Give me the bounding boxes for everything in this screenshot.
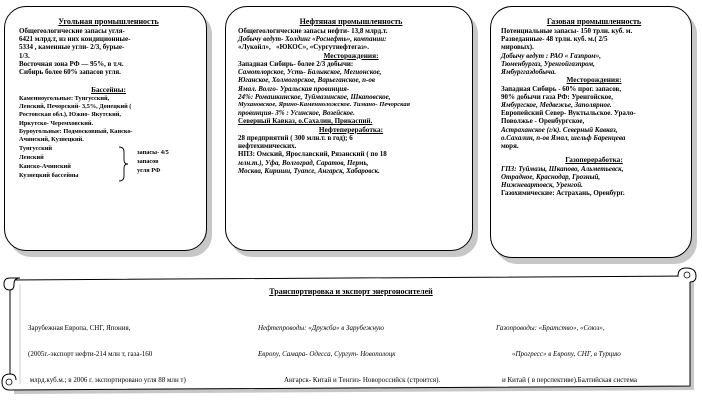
- oil-deposit-line: Западная Сибирь- более 2/3 добычи:: [238, 60, 354, 69]
- oil-deposits-title: Месторождения:: [323, 50, 379, 60]
- coal-group-note: угля РФ: [137, 167, 161, 175]
- coal-card: [4, 6, 207, 251]
- oil-refining-line: 28 предприятий ( 300 млн.т. в год); 6: [238, 134, 353, 143]
- oil-refining-line: млн.т.), Уфа, Волгоград, Саратов, Пермь,: [238, 158, 369, 167]
- gas-deposit-line: 90% добычи газа РФ: Уренгойское,: [501, 92, 614, 101]
- gas-refining-title: Газопереработка:: [565, 155, 623, 165]
- gas-deposits-title: Месторождения:: [566, 75, 622, 85]
- oil-deposit-line: Мухановское, Ярино-Каменноложское. Тимано- Печорская: [238, 101, 411, 109]
- coal-basins-title: Бассейны:: [91, 85, 126, 95]
- transport-line: «Прогресс» в Европу, СНГ, в Турцию: [512, 349, 621, 358]
- gas-line: Разведанные- 48 трлн. куб. м.( 2/5: [501, 35, 608, 44]
- coal-basin-line: Иркутско- Черемховский.: [19, 119, 94, 127]
- transport-line: Нефтепроводы: «Дружба» в Зарубежную: [258, 324, 384, 333]
- coal-group-note: запасов: [137, 158, 159, 166]
- coal-line: 5334 , каменные угли- 2/3, бурые-: [19, 43, 125, 52]
- gas-deposit-line: моря.: [501, 142, 519, 151]
- gas-deposit-line: о.Сахалин, п-ов Ямал, шельф Баренцева: [501, 133, 626, 142]
- oil-refining-title: Нефтепереработка:: [318, 124, 384, 134]
- gas-deposit-line: Европейский Север- Вуктыльское. Урало-: [501, 109, 636, 118]
- gas-title: Газовая промышленность: [546, 17, 642, 26]
- coal-basin-line: Буроугольные: Подмосковный, Канско-: [19, 127, 133, 135]
- coal-basin-group: [19, 145, 198, 185]
- gas-refining-line: Нижневартовск, Уренгой.: [501, 181, 583, 190]
- gas-line: Потенциальные запасы- 150 трлн. куб. м.: [501, 27, 633, 35]
- coal-line: 1/3.: [19, 51, 30, 60]
- gas-line: Тюменбургаз, Уренгойгазпром,: [501, 59, 595, 68]
- transport-line: Газопроводы: «Братство», «Союз»,: [496, 324, 605, 333]
- transport-col-1: [28, 307, 186, 393]
- coal-line: Общегеологические запасы угля-: [19, 27, 125, 35]
- coal-group-item: Ленский: [19, 154, 44, 162]
- oil-deposit-line: 24%: Ромашкинское, Туймазинское, Шкаповское,: [238, 92, 391, 101]
- transport-line: млрд.куб.м.; в 2006 г. экспортировано угля 88 млн т): [28, 375, 186, 384]
- transport-line: и Китай ( в перспективе).Балтийская система: [502, 375, 637, 384]
- coal-basin-line: Ачинский, Кузнецкий.: [19, 136, 84, 144]
- gas-card: [490, 6, 692, 258]
- oil-line: Добычу ведут- Холдинг «Роснефть», компании:: [238, 35, 387, 44]
- oil-deposit-line: Самотлорское, Усть- Балыкское, Мегионское,: [238, 68, 382, 77]
- transport-line: Ангарск- Китай и Тенгиз- Новороссийск (строится).: [284, 375, 441, 384]
- gas-refining-line: ГПЗ: Туймазы, Шкапово, Альметьевск,: [501, 164, 624, 173]
- coal-title: Угольная промышленность: [58, 17, 159, 26]
- oil-refining-line: Москва, Кириши, Туапсе, Ангарск, Хабаровск.: [238, 166, 380, 175]
- oil-line: «Лукойл», «ЮКОС», «Сургутнефтегаз».: [238, 43, 370, 52]
- gas-deposit-line: Ямбургское, Медвежье, Заполярное.: [501, 101, 612, 110]
- oil-deposit-line: Юганское, Холмогорское, Варьеганское, п-ов: [238, 76, 375, 85]
- coal-group-note: запасы- 4/5: [137, 149, 169, 157]
- gas-line: Ямбурггаздобыча.: [501, 68, 557, 77]
- gas-deposit-line: Астраханское (г/к). Северный Кавказ,: [501, 125, 618, 134]
- oil-refining-line: НПЗ: Омский, Ярославский, Рязанский ( по 18: [238, 150, 387, 159]
- transport-col-2: [258, 307, 440, 393]
- gas-refining-line: Газохимические: Астрахань, Оренбург.: [501, 189, 625, 198]
- transport-line: (2005г.-экспорт нефти-214 млн т, газа-160: [28, 349, 153, 358]
- gas-deposit-line: Поволжье - Оренбургское,: [501, 117, 585, 126]
- oil-refining-line: нефтехимических.: [238, 142, 297, 151]
- transport-col-3: [496, 307, 637, 393]
- coal-basin-line: Ростовская обл.), Южно- Якутский,: [19, 111, 121, 119]
- coal-basin-line: Ленский, Печорский- 3,5%, Донецкий (: [19, 102, 132, 110]
- coal-group-item: Кузнецкий бассейны: [19, 172, 79, 180]
- gas-line: мировых).: [501, 43, 534, 52]
- coal-group-item: Тунгусский: [19, 145, 52, 153]
- curly-brace-icon: [117, 146, 129, 182]
- oil-line: Общегеологические запасы нефти- 13,8 млрд.т.: [238, 27, 388, 35]
- oil-deposit-line: Ямал. Волго- Уральская провинция-: [238, 84, 350, 93]
- gas-refining-line: Отрадное, Краснодар, Грозный,: [501, 172, 601, 181]
- oil-card: [225, 6, 473, 251]
- oil-title: Нефтяная промышленность: [299, 17, 403, 26]
- transport-line: Европу, Самара- Одесса, Сургут- Новополоцк: [258, 349, 396, 358]
- oil-deposit-line: Северный Кавказ, о.Сахалин, Прикаспий.: [238, 117, 373, 126]
- gas-line: Добычу ведут : РАО « Газпром»,: [501, 51, 601, 60]
- gas-deposit-line: Западная Сибирь - 60% прог. запасов,: [501, 84, 622, 93]
- coal-basin-line: Каменноугольные: Тунгусский,: [19, 94, 110, 102]
- coal-line: 6421 млрд.т, из них кондиционные-: [19, 35, 131, 44]
- coal-group-item: Канско-Ачинский: [19, 163, 71, 171]
- transport-title: Транспортировка и экспорт энергоносителей: [269, 287, 433, 296]
- coal-line: Сибирь более 60% запасов угля.: [19, 68, 121, 77]
- coal-line: Восточная зона РФ — 95%, в т.ч.: [19, 59, 124, 68]
- oil-deposit-line: провинция- 3% : Усинское, Возейское.: [238, 109, 355, 118]
- transport-line: Зарубежная Европа, СНГ, Япония,: [28, 324, 131, 333]
